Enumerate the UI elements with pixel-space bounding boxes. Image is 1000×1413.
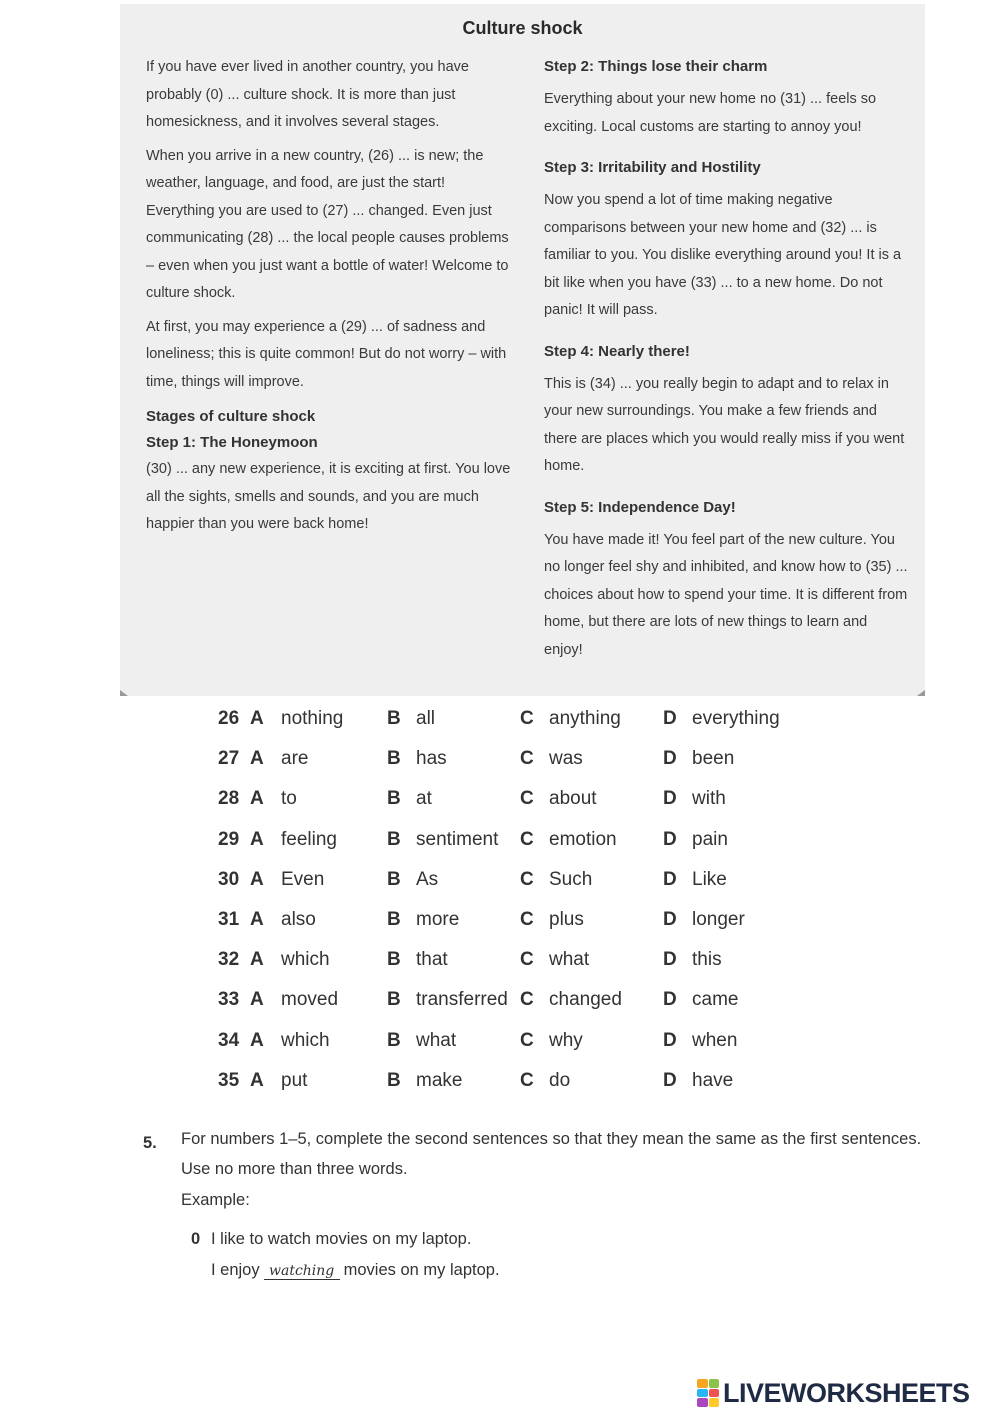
passage-heading: Step 3: Irritability and Hostility — [544, 159, 761, 176]
page-fold-left — [120, 690, 128, 696]
logo-tile — [697, 1398, 708, 1407]
question-number: 27 — [218, 748, 240, 770]
passage-paragraph: At first, you may experience a (29) ... of sadness and loneliness; this is quite common! But do not worry – with time, things will improve. — [146, 318, 507, 390]
option-letter-b: B — [387, 989, 401, 1011]
passage-paragraph: Now you spend a lot of time making negative comparisons between your new home and (32) ... is familiar to you. You dislike everything around you! It is a bit like when you have (33) ... to a new home. Do not panic! It will pass. — [544, 192, 902, 318]
option-letter-d: D — [663, 788, 677, 810]
option-b[interactable]: sentiment — [416, 828, 499, 850]
option-b[interactable]: make — [416, 1069, 463, 1091]
question-number: 32 — [218, 949, 240, 971]
option-letter-a: A — [250, 828, 264, 850]
option-c[interactable]: changed — [549, 989, 622, 1011]
option-d[interactable]: came — [692, 989, 739, 1011]
option-letter-b: B — [387, 708, 401, 729]
option-letter-c: C — [520, 908, 534, 930]
option-a[interactable]: are — [281, 748, 309, 770]
example-sentence-2-start: I enjoy — [211, 1261, 260, 1279]
passage-heading: Step 5: Independence Day! — [544, 498, 736, 516]
logo-tile — [709, 1389, 720, 1398]
option-d[interactable]: have — [692, 1069, 734, 1091]
option-d[interactable]: with — [692, 788, 726, 810]
option-b[interactable]: transferred — [416, 989, 508, 1011]
question-number: 26 — [218, 708, 240, 729]
option-c[interactable]: what — [549, 949, 590, 971]
example-sentence-2-end: movies on my laptop. — [343, 1261, 500, 1279]
option-b[interactable]: that — [416, 949, 448, 971]
option-d[interactable]: been — [692, 748, 735, 770]
passage-paragraph: You have made it! You feel part of the new culture. You no longer feel shy and inhibited, and know how to (35) ... choices about how to spend your time. It is different from home, but there are lots of new things to learn and enjoy! — [544, 531, 908, 658]
option-c[interactable]: do — [549, 1069, 571, 1091]
option-letter-a: A — [250, 949, 264, 971]
logo-tile — [697, 1389, 708, 1398]
option-letter-b: B — [387, 1069, 401, 1091]
question-number: 35 — [218, 1069, 240, 1091]
option-letter-c: C — [520, 868, 534, 890]
passage-heading: Step 1: The Honeymoon — [146, 434, 318, 451]
option-a[interactable]: moved — [281, 989, 339, 1011]
option-letter-a: A — [250, 868, 264, 890]
option-a[interactable]: which — [281, 1029, 330, 1051]
option-letter-a: A — [250, 748, 264, 770]
option-d[interactable]: Like — [692, 868, 727, 890]
question-number: 33 — [218, 989, 240, 1011]
option-a[interactable]: nothing — [281, 708, 344, 729]
example-sentence-2 — [211, 1261, 500, 1280]
option-letter-b: B — [387, 828, 401, 850]
option-d[interactable]: when — [692, 1029, 738, 1051]
option-letter-b: B — [387, 949, 401, 971]
option-a[interactable]: to — [281, 788, 297, 810]
option-letter-a: A — [250, 708, 264, 729]
option-d[interactable]: this — [692, 949, 722, 971]
task-number: 5. — [143, 1134, 157, 1152]
passage-heading: Step 2: Things lose their charm — [544, 58, 768, 75]
question-number: 34 — [218, 1029, 240, 1051]
passage-paragraph: This is (34) ... you really begin to adapt and to relax in your new surroundings. You make a few friends and there are places which you would really miss if you went home. — [544, 375, 905, 474]
option-letter-c: C — [520, 788, 534, 810]
option-letter-b: B — [387, 868, 401, 890]
example-sentence-1: I like to watch movies on my laptop. — [211, 1230, 472, 1248]
option-b[interactable]: at — [416, 788, 432, 810]
option-letter-a: A — [250, 788, 264, 810]
option-c[interactable]: was — [549, 748, 583, 770]
option-b[interactable]: more — [416, 908, 460, 930]
option-letter-d: D — [663, 748, 677, 770]
logo-tile — [697, 1379, 708, 1388]
option-letter-c: C — [520, 828, 534, 850]
logo-tile — [709, 1398, 720, 1407]
option-letter-a: A — [250, 1069, 264, 1091]
option-letter-b: B — [387, 788, 401, 810]
option-letter-b: B — [387, 1029, 401, 1051]
liveworksheets-logo — [697, 1376, 970, 1410]
option-c[interactable]: anything — [549, 708, 621, 729]
option-c[interactable]: why — [549, 1029, 583, 1051]
option-letter-d: D — [663, 1069, 677, 1091]
option-letter-b: B — [387, 748, 401, 770]
option-a[interactable]: feeling — [281, 828, 337, 850]
example-answer-blank[interactable]: watching — [264, 1263, 340, 1280]
passage-paragraph: When you arrive in a new country, (26) ... is new; the weather, language, and food, are just the start! Everything you are used to (27) ... changed. Even just communicating (28) ... the local people causes problems – even when you just want a bottle of water! Welcome to culture shock. — [146, 147, 509, 301]
logo-tile — [709, 1379, 720, 1388]
passage-heading: Step 4: Nearly there! — [544, 342, 690, 360]
option-b[interactable]: As — [416, 868, 439, 890]
option-letter-c: C — [520, 748, 534, 770]
option-letter-c: C — [520, 989, 534, 1011]
option-letter-c: C — [520, 1069, 534, 1091]
passage-left-column — [146, 54, 516, 545]
option-b[interactable]: what — [416, 1029, 457, 1051]
option-letter-c: C — [520, 949, 534, 971]
passage-paragraph: If you have ever lived in another country, you have probably (0) ... culture shock. It is more than just homesickness, and it involves several stages. — [146, 59, 469, 130]
option-a[interactable]: put — [281, 1069, 308, 1091]
option-a[interactable]: Even — [281, 868, 325, 890]
option-letter-c: C — [520, 1029, 534, 1051]
option-a[interactable]: which — [281, 949, 330, 971]
option-d[interactable]: everything — [692, 708, 780, 729]
liveworksheets-icon — [697, 1379, 719, 1407]
question-number: 29 — [218, 828, 240, 850]
option-letter-d: D — [663, 989, 677, 1011]
option-b[interactable]: has — [416, 748, 447, 770]
option-d[interactable]: pain — [692, 828, 728, 850]
option-letter-d: D — [663, 828, 677, 850]
option-letter-a: A — [250, 1029, 264, 1051]
option-letter-a: A — [250, 908, 264, 930]
option-letter-d: D — [663, 949, 677, 971]
option-letter-d: D — [663, 708, 677, 729]
option-c[interactable]: emotion — [549, 828, 617, 850]
reading-passage — [120, 4, 925, 696]
option-c[interactable]: about — [549, 788, 597, 810]
question-number: 30 — [218, 868, 240, 890]
passage-paragraph: (30) ... any new experience, it is exciting at first. You love all the sights, smells and sounds, and you are much happier than you were back home! — [146, 461, 511, 532]
option-letter-b: B — [387, 908, 401, 930]
option-b[interactable]: all — [416, 708, 436, 729]
option-c[interactable]: Such — [549, 868, 593, 890]
passage-heading: Stages of culture shock — [146, 408, 316, 425]
option-letter-d: D — [663, 1029, 677, 1051]
option-c[interactable]: plus — [549, 908, 584, 930]
task-instruction-2: Use no more than three words. — [181, 1160, 408, 1178]
question-number: 28 — [218, 788, 240, 810]
example-label: Example: — [181, 1191, 250, 1209]
option-a[interactable]: also — [281, 908, 316, 930]
passage-right-column — [544, 54, 909, 678]
task-instruction: For numbers 1–5, complete the second sentences so that they mean the same as the first sentences. — [181, 1130, 922, 1148]
option-letter-d: D — [663, 868, 677, 890]
page-fold-right — [917, 690, 925, 696]
example-number: 0 — [191, 1230, 201, 1248]
passage-paragraph: Everything about your new home no (31) ... feels so exciting. Local customs are starting to annoy you! — [544, 91, 877, 135]
option-d[interactable]: longer — [692, 908, 745, 930]
passage-title: Culture shock — [462, 18, 583, 38]
question-number: 31 — [218, 908, 240, 930]
option-letter-a: A — [250, 989, 264, 1011]
option-letter-c: C — [520, 708, 534, 729]
brand-text: LIVEWORKSHEETS — [723, 1377, 970, 1408]
option-letter-d: D — [663, 908, 677, 930]
